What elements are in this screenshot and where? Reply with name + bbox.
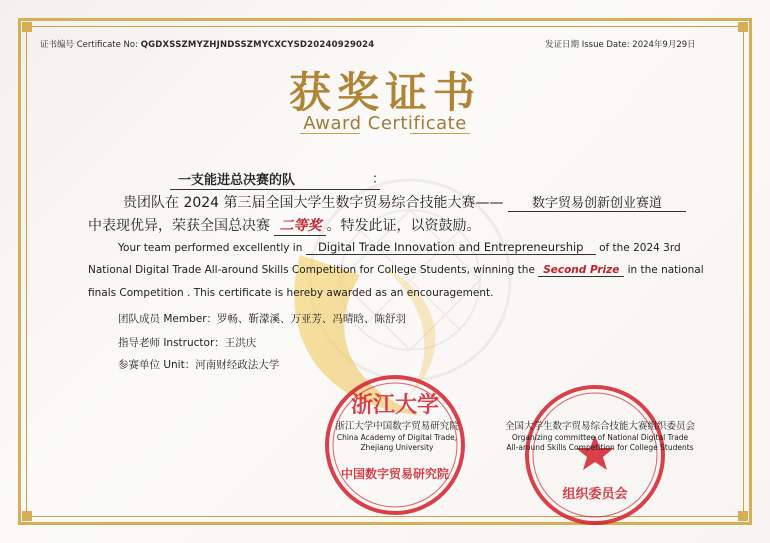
organizer-right-cn: 全国大学生数字贸易综合技能大赛组织委员会 (504, 421, 695, 432)
svg-text:中国数字贸易研究院: 中国数字贸易研究院 (340, 467, 450, 481)
body-en-line-2: National Digital Trade All-around Skills Competition for College Students, winning the Second Prize in the national (88, 264, 704, 276)
track-name-cn: 数字贸易创新创业赛道 (508, 192, 686, 212)
svg-text:浙江大学: 浙江大学 (350, 392, 440, 418)
team-colon: ： (372, 172, 386, 187)
organizer-left-en-2: Zhejiang University (360, 443, 434, 452)
title-chinese: 获奖证书 (288, 68, 481, 117)
corner-ornament (738, 22, 748, 32)
organizer-right-en-2: All-around Skills Competition for College Students (506, 443, 694, 452)
certificate-number: 证书编号 Certificate No: QGDXSSZMYZHJNDSSZMYCXCYSD20240929024 (40, 40, 375, 50)
body-cn-line-2: 中表现优异，荣获全国总决赛 二等奖 。特发此证，以资鼓励。 (88, 215, 480, 236)
track-name-en: Digital Trade Innovation and Entrepreneurship (306, 240, 596, 255)
body-en-line-1: Your team performed excellently in Digital Trade Innovation and Entrepreneurship of the 2024 3rd (118, 240, 681, 254)
organizer-left-cn: 浙江大学中国数字贸易研究院 (335, 421, 459, 432)
corner-ornament (738, 511, 748, 521)
right-red-seal (520, 380, 670, 530)
title-english: Award Certificate (303, 113, 467, 134)
organizer-left-en-1: China Academy of Digital Trade, (336, 433, 458, 442)
corner-ornament (22, 511, 32, 521)
body-en-line-3: finals Competition . This certificate is hereby awarded as an encouragement. (88, 287, 494, 299)
team-members: 团队成员 Member：罗畅、靳濛溪、万亚芳、冯晴晗、陈舒羽 (118, 313, 407, 325)
participating-unit: 参赛单位 Unit：河南财经政法大学 (118, 359, 280, 371)
team-name: 一支能进总决赛的队 (170, 169, 380, 190)
corner-ornament (22, 22, 32, 32)
organizer-right-en-1: Organizing committee of National Digital Trade (511, 433, 689, 442)
instructor: 指导老师 Instructor：王洪庆 (118, 337, 257, 349)
issue-date: 发证日期 Issue Date: 2024年9月29日 (545, 40, 696, 50)
body-cn-line-1: 贵团队在 2024 第三届全国大学生数字贸易综合技能大赛—— 数字贸易创新创业赛道 (123, 192, 686, 212)
prize-cn: 二等奖 (274, 215, 326, 236)
svg-text:组织委员会: 组织委员会 (562, 487, 628, 502)
prize-en: Second Prize (538, 264, 624, 277)
